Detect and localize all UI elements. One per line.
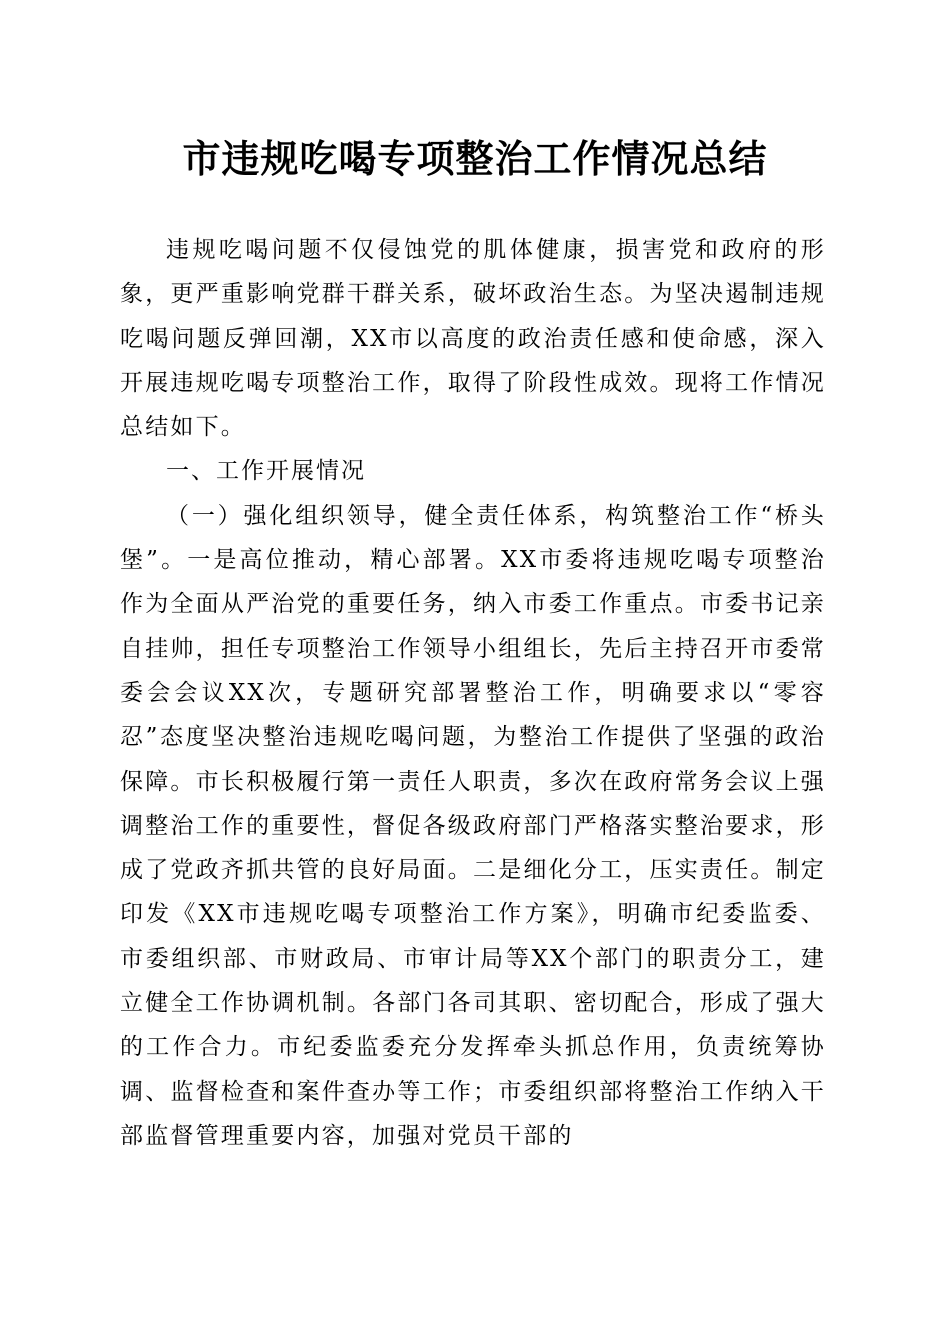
document-title: 市违规吃喝专项整治工作情况总结 (182, 136, 768, 181)
document-body (120, 228, 826, 1158)
section-paragraph: （一）强化组织领导，健全责任体系，构筑整治工作“桥头堡”。一是高位推动，精心部署。XX市委将违规吃喝专项整治作为全面从严治党的重要任务，纳入市委工作重点。市委书记亲自挂帅，担任专项整治工作领导小组组长，先后主持召开市委常委会会议XX次，专题研究部署整治工作，明确要求以“零容忍”态度坚决整治违规吃喝问题，为整治工作提供了坚强的政治保障。市长积极履行第一责任人职责，多次在政府常务会议上强调整治工作的重要性，督促各级政府部门严格落实整治要求，形成了党政齐抓共管的良好局面。二是细化分工，压实责任。制定印发《XX市违规吃喝专项整治工作方案》，明确市纪委监委、市委组织部、市财政局、市审计局等XX个部门的职责分工，建立健全工作协调机制。各部门各司其职、密切配合，形成了强大的工作合力。市纪委监委充分发挥牵头抓总作用，负责统筹协调、监督检查和案件查办等工作；市委组织部将整治工作纳入干部监督管理重要内容，加强对党员干部的 (120, 502, 826, 1149)
section-heading: 一、工作开展情况 (166, 458, 366, 485)
intro-paragraph: 违规吃喝问题不仅侵蚀党的肌体健康，损害党和政府的形象，更严重影响党群干群关系，破坏政治生态。为坚决遏制违规吃喝问题反弹回潮，XX市以高度的政治责任感和使命感，深入开展违规吃喝专项整治工作，取得了阶段性成效。现将工作情况总结如下。 (120, 237, 826, 441)
